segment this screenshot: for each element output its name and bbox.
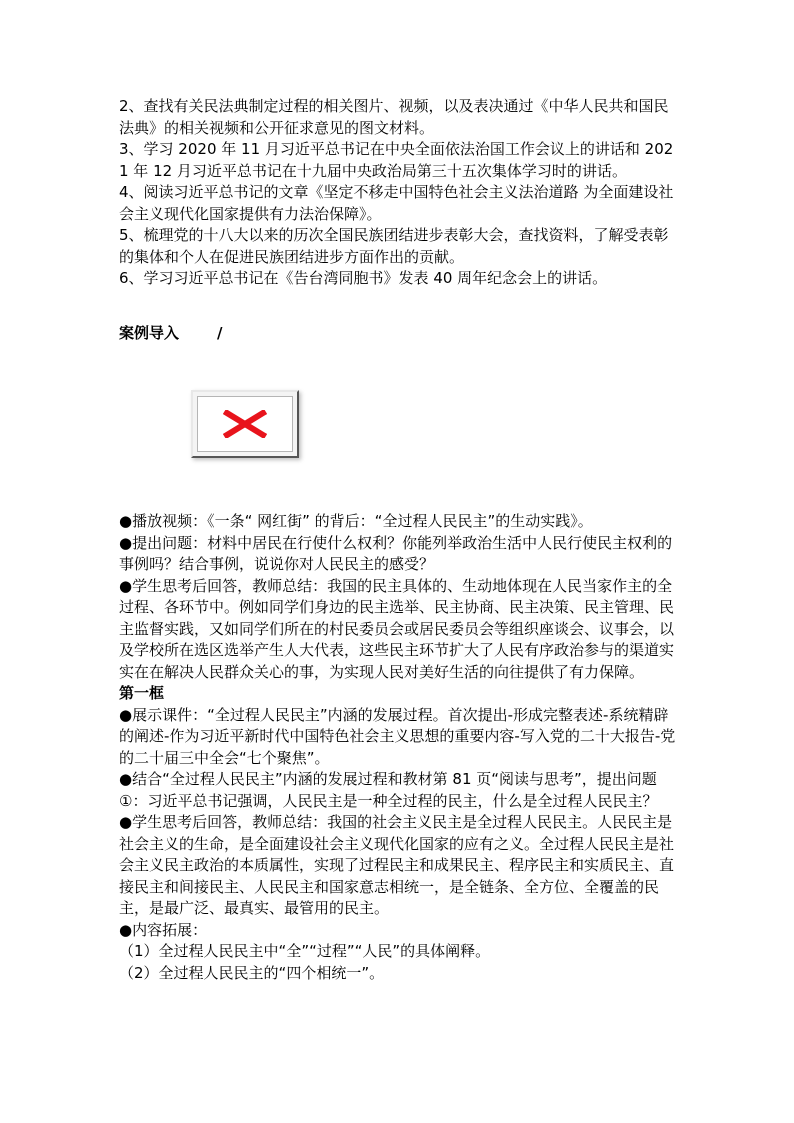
list-item: ●展示课件：“全过程人民民主”内涵的发展过程。首次提出-形成完整表述-系统精辟的阐述-作为习近平新时代中国特色社会主义思想的重要内容-写入党的二十大报告-党的二十届三中全会“七个聚焦”。 <box>119 705 676 767</box>
list-item: 6、学习习近平总书记在《告台湾同胞书》发表 40 周年纪念会上的讲话。 <box>119 269 608 287</box>
reference-list <box>119 96 679 290</box>
frame-section-title: 第一框 <box>119 684 165 702</box>
case-section-heading <box>119 323 679 345</box>
list-item: （2）全过程人民民主的“四个相统一”。 <box>119 963 385 982</box>
list-item: ●学生思考后回答，教师总结：我国的社会主义民主是全过程人民民主。人民民主是社会主义的生命，是全面建设社会主义现代化国家的应有之义。全过程人民民主是社会主义民主政治的本质属性，实现了过程民主和成果民主、程序民主和实质民主、直接民主和间接民主、人民民主和国家意志相统一，是全链条、全方位、全覆盖的民主，是最广泛、最真实、最管用的民主。 <box>119 813 675 917</box>
red-x-icon <box>223 410 267 438</box>
list-item: 4、阅读习近平总书记的文章《坚定不移走中国特色社会主义法治道路 为全面建设社会主义现代化国家提供有力法治保障》。 <box>119 183 674 223</box>
list-item: 5、梳理党的十八大以来的历次全国民族团结进步表彰大会，查找资料，了解受表彰的集体和个人在促进民族团结进步方面作出的贡献。 <box>119 226 669 266</box>
broken-image-placeholder <box>191 390 299 458</box>
list-item: 3、学习 2020 年 11 月习近平总书记在中央全面依法治国工作会议上的讲话和 2021 年 12 月习近平总书记在十九届中央政治局第三十五次集体学习时的讲话。 <box>119 140 674 180</box>
heading-separator: / <box>217 324 223 342</box>
list-item: ●播放视频：《一条“ 网红街” 的背后：“全过程人民民主”的生动实践》。 <box>119 512 593 530</box>
list-item: 2、查找有关民法典制定过程的相关图片、视频，以及表决通过《中华人民共和国民法典》的相关视频和公开征求意见的图文材料。 <box>119 97 669 137</box>
list-item: ●提出问题：材料中居民在行使什么权利？你能列举政治生活中人民行使民主权利的事例吗？结合事例，说说你对人民民主的感受？ <box>119 533 673 573</box>
list-item: ●学生思考后回答，教师总结：我国的民主具体的、生动地体现在人民当家作主的全过程、各环节中。例如同学们身边的民主选举、民主协商、民主决策、民主管理、民主监督实践，又如同学们所在的村民委员会或居民委员会等组织座谈会、议事会，以及学校所在选区选举产生人大代表，这些民主环节扩大了人民有序政治参与的渠道实实在在解决人民群众关心的事，为实现人民对美好生活的向往提供了有力保障。 <box>119 576 675 681</box>
case-section-title: 案例导入 <box>119 324 180 342</box>
list-item: ●结合“全过程人民民主”内涵的发展过程和教材第 81 页“阅读与思考”，提出问题①：习近平总书记强调，人民民主是一种全过程的民主，什么是全过程人民民主？ <box>119 770 658 810</box>
list-item: ●内容拓展： <box>119 920 208 939</box>
list-item: （1）全过程人民民主中“全”“过程”“人民”的具体阐释。 <box>119 942 491 960</box>
lesson-content <box>119 511 679 984</box>
